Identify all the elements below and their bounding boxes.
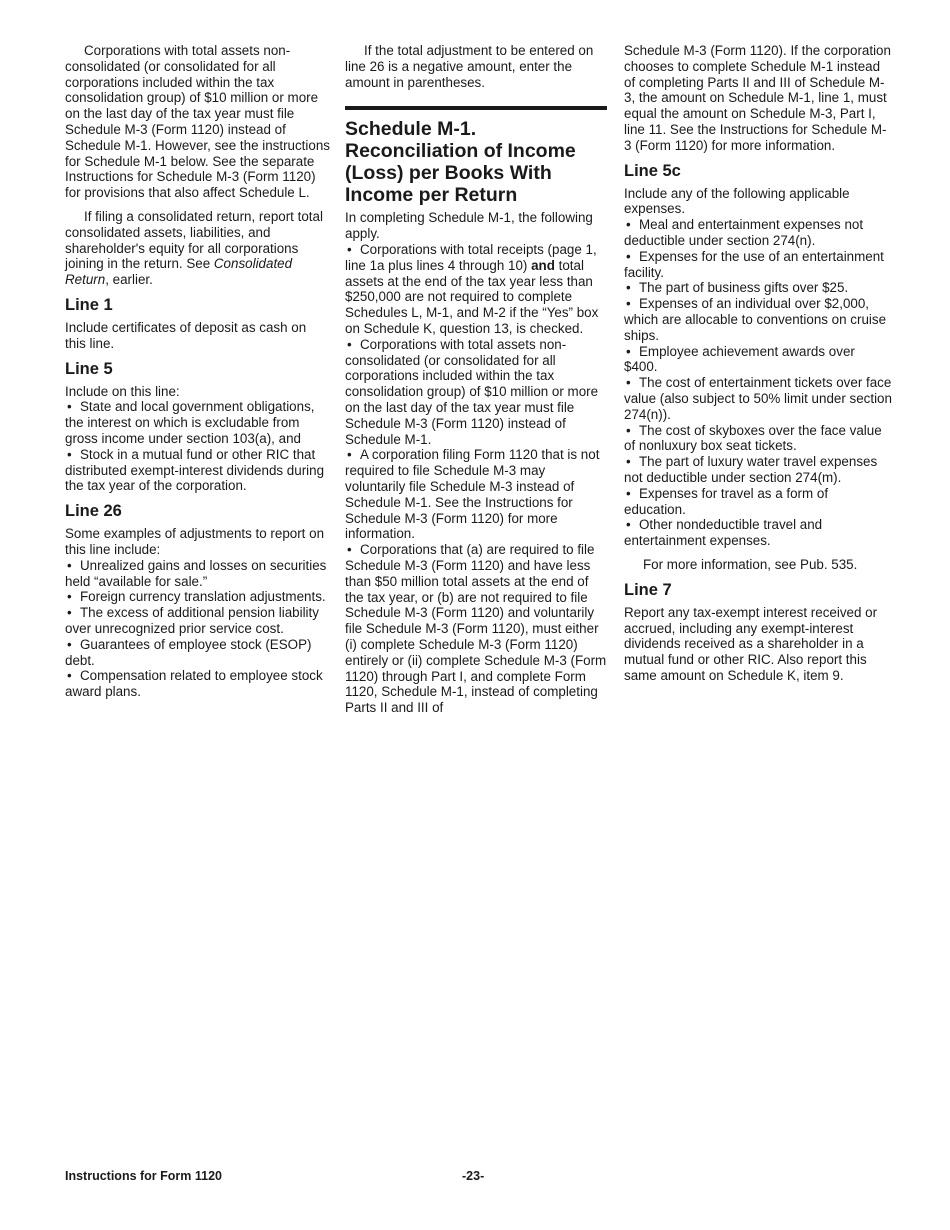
continued-paragraph: Schedule M-3 (Form 1120). If the corporation chooses to complete Schedule M-1 instead of completing Parts II and III of Schedule M-3, the amount on Schedule M-1, line 1, must equal the amount on Schedule M-3, Part I, line 11. See the Instructions for Schedule M-3 (Form 1120) for more information.	[624, 43, 891, 153]
list-item: • The excess of additional pension liability over unrecognized prior service cost.	[65, 605, 330, 637]
list-item: • Corporations with total assets non-consolidated (or consolidated for all corporations included within the tax consolidation group) of $10 million or more on the last day of the tax year must file Schedule M-3 (Form 1120) instead of Schedule M-1.	[345, 337, 607, 448]
line5-intro: Include on this line:	[65, 383, 180, 399]
line5-heading: Line 5	[65, 359, 113, 378]
consolidated-return-reference: Consolidated Return	[65, 256, 293, 288]
list-item: • The cost of skyboxes over the face value of nonluxury box seat tickets.	[624, 423, 892, 455]
column-middle	[345, 43, 607, 724]
line1-text: Include certificates of deposit as cash on this line.	[65, 319, 307, 351]
page-number: -23-	[462, 1169, 485, 1183]
list-item: • Expenses for the use of an entertainment facility.	[624, 249, 892, 281]
line26-list	[65, 558, 330, 700]
list-item: • State and local government obligations, the interest on which is excludable from gross income under section 103(a), and	[65, 399, 330, 446]
line26-intro: Some examples of adjustments to report on this line include:	[65, 526, 325, 557]
line1-heading: Line 1	[65, 295, 113, 314]
list-item: • Expenses of an individual over $2,000, which are allocable to conventions on cruise ships.	[624, 296, 892, 343]
list-item: • The cost of entertainment tickets over face value (also subject to 50% limit under section 274(n)).	[624, 375, 892, 422]
consolidated-return-paragraph	[65, 209, 330, 288]
list-item: • A corporation filing Form 1120 that is not required to file Schedule M-3 may voluntarily file Schedule M-3 instead of Schedule M-1. See the Instructions for Schedule M-3 (Form 1120) for more information.	[345, 447, 607, 542]
list-item: • Unrealized gains and losses on securities held “available for sale.”	[65, 558, 330, 590]
line5c-heading: Line 5c	[624, 161, 681, 180]
paragraph-text: If filing a consolidated return, report total consolidated assets, liabilities, and shareholder's equity for all corporations joining in the return. See	[65, 208, 323, 272]
footer-form-title: Instructions for Form 1120	[65, 1169, 222, 1183]
list-item: • Compensation related to employee stock award plans.	[65, 668, 330, 700]
line5c-intro: Include any of the following applicable expenses.	[624, 185, 850, 217]
line7-heading: Line 7	[624, 580, 672, 599]
negative-amount-paragraph: If the total adjustment to be entered on line 26 is a negative amount, enter the amount in parentheses.	[345, 43, 594, 90]
schedule-m1-intro: In completing Schedule M-1, the following apply.	[345, 210, 593, 242]
schedule-m1-list	[345, 242, 607, 716]
list-item	[345, 242, 607, 337]
list-item-text: Corporations with total receipts (page 1, line 1a plus lines 4 through 10)	[345, 241, 597, 273]
list-item: • Guarantees of employee stock (ESOP) debt.	[65, 637, 330, 669]
line7-text: Report any tax-exempt interest received or accrued, including any exempt-interest dividends received as a shareholder in a mutual fund or other RIC. Also report this same amount on Schedule K, item 9.	[624, 604, 878, 683]
line5-list	[65, 399, 330, 494]
paragraph-text: , earlier.	[105, 272, 153, 288]
list-item: • Expenses for travel as a form of education.	[624, 486, 892, 518]
list-item: • Meal and entertainment expenses not deductible under section 274(n).	[624, 217, 892, 249]
list-item: • The part of luxury water travel expenses not deductible under section 274(m).	[624, 454, 892, 486]
column-left	[65, 43, 330, 708]
list-item: • Employee achievement awards over $400.	[624, 344, 892, 376]
section-rule	[345, 106, 607, 110]
schedule-m1-heading: Schedule M-1. Reconciliation of Income (Loss) per Books With Income per Return	[345, 118, 576, 207]
emphasis-and: and	[531, 257, 555, 273]
list-item: • The part of business gifts over $25.	[624, 280, 892, 296]
column-right	[624, 43, 892, 692]
list-item: • Other nondeductible travel and entertainment expenses.	[624, 517, 892, 549]
pub-535-note: For more information, see Pub. 535.	[643, 556, 858, 572]
list-item: • Corporations that (a) are required to file Schedule M-3 (Form 1120) and have less than $50 million total assets at the end of the tax year, or (b) are not required to file Schedule M-3 (Form 1120) and voluntarily file Schedule M-3 (Form 1120), must either (i) complete Schedule M-3 (Form 1120) entirely or (ii) complete Schedule M-3 (Form 1120) through Part I, and complete Form 1120, Schedule M-1, instead of completing Parts II and III of	[345, 542, 607, 716]
schedule-l-paragraph: Corporations with total assets non-consolidated (or consolidated for all corporations included within the tax consolidation group) of $10 million or more on the last day of the tax year must file Schedule M-3 (Form 1120) instead of Schedule M-1. However, see the instructions for Schedule M-1 below. See the separate Instructions for Schedule M-3 (Form 1120) for provisions that also affect Schedule L.	[65, 43, 330, 201]
line5c-list	[624, 217, 892, 549]
list-item: • Foreign currency translation adjustments.	[65, 589, 330, 605]
line26-heading: Line 26	[65, 502, 122, 521]
list-item-text: total assets at the end of the tax year less than $250,000 are not required to complete Schedules L, M-1, and M-2 if the “Yes” box on Schedule K, question 13, is checked.	[345, 257, 599, 336]
list-item: • Stock in a mutual fund or other RIC that distributed exempt-interest dividends during the tax year of the corporation.	[65, 447, 330, 494]
